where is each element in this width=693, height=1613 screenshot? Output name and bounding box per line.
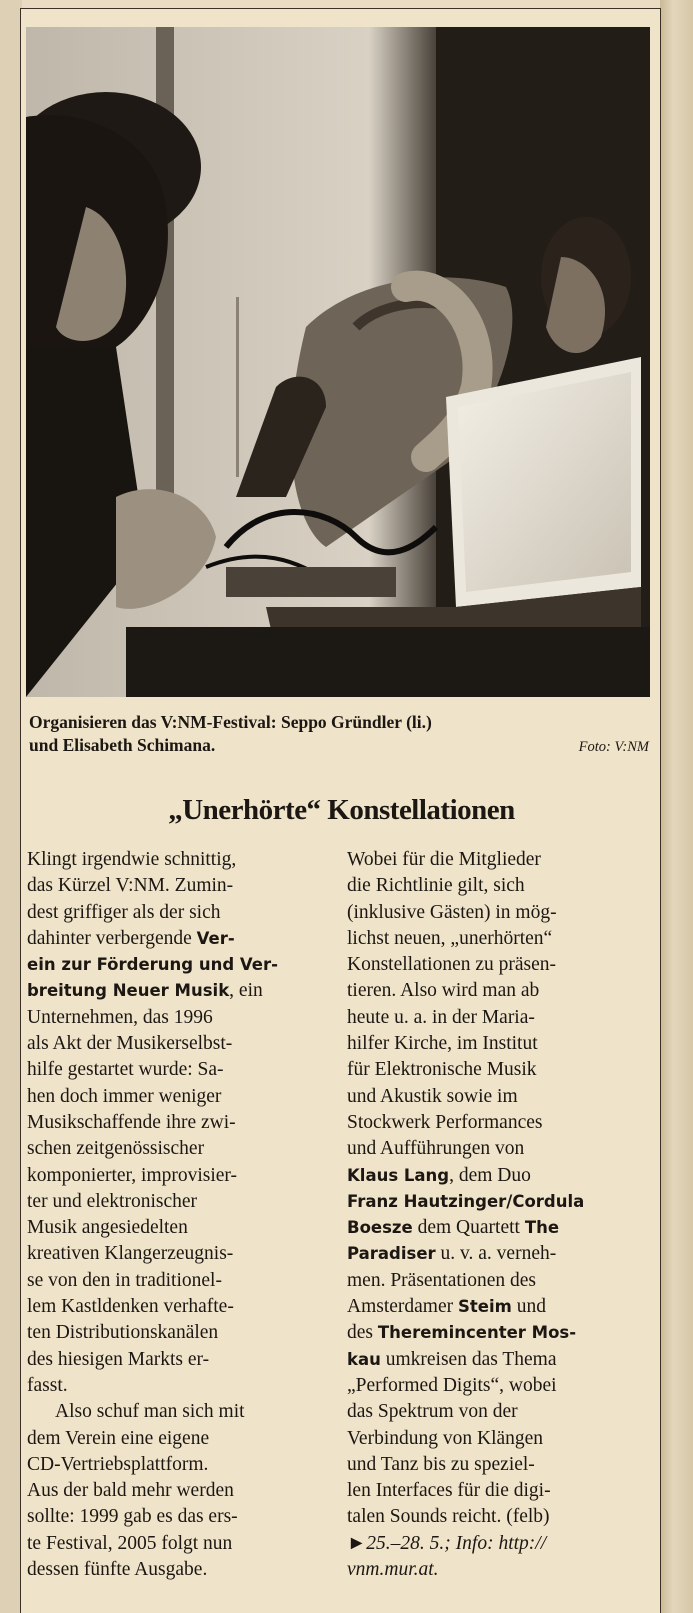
text-line <box>27 1373 327 1399</box>
text-span: ter und elektronischer <box>27 1190 198 1212</box>
text-span: CD-Vertriebsplattform. <box>27 1453 209 1475</box>
text-line <box>27 1294 327 1320</box>
text-line <box>347 873 657 899</box>
caption-line-2: und Elisabeth Schimana. <box>29 735 216 755</box>
text-span: und <box>511 1296 546 1318</box>
text-line <box>347 847 657 873</box>
text-line <box>27 978 327 1004</box>
text-span: Unternehmen, das 1996 <box>27 1006 213 1028</box>
photo-two-musicians-with-laptop-icon <box>26 27 650 697</box>
text-line <box>27 1057 327 1083</box>
text-line <box>347 1031 657 1057</box>
article-column-right <box>347 847 657 1583</box>
text-span: und Aufführungen von <box>347 1138 525 1160</box>
text-span: und Akustik sowie im <box>347 1085 518 1107</box>
article-photo <box>26 27 650 697</box>
bold-name: Theremincenter Mos- <box>377 1323 577 1343</box>
text-line <box>347 1189 657 1215</box>
text-line <box>347 1347 657 1373</box>
text-span: (inklusive Gästen) in mög- <box>347 901 557 923</box>
bold-name: breitung Neuer Musik <box>27 981 230 1001</box>
text-span: dahinter verbergende <box>27 927 197 949</box>
text-span: als Akt der Musikerselbst- <box>27 1033 233 1055</box>
text-span: lem Kastldenken verhafte- <box>27 1296 234 1318</box>
text-line <box>347 926 657 952</box>
text-span: len Interfaces für die digi- <box>347 1480 551 1502</box>
text-line <box>347 1399 657 1425</box>
text-line <box>27 1241 327 1267</box>
text-line <box>27 926 327 952</box>
photo-caption <box>29 711 649 757</box>
photo-credit: Foto: V:NM <box>578 739 649 755</box>
event-info: vnm.mur.at. <box>347 1559 439 1581</box>
bold-name: The <box>524 1218 560 1238</box>
text-span: Musik angesiedelten <box>27 1217 188 1239</box>
text-span: komponierter, improvisier- <box>27 1164 238 1186</box>
text-line <box>347 900 657 926</box>
text-span: des <box>347 1322 378 1344</box>
text-span: hilfer Kirche, im Institut <box>347 1033 538 1055</box>
text-line <box>27 1163 327 1189</box>
text-line <box>347 1557 657 1583</box>
text-line <box>27 1347 327 1373</box>
text-line <box>27 1452 327 1478</box>
text-line <box>27 1426 327 1452</box>
text-span: dessen fünfte Ausgabe. <box>27 1559 208 1581</box>
text-line <box>347 1452 657 1478</box>
text-span: schen zeitgenössischer <box>27 1138 205 1160</box>
event-info: ►25.–28. 5.; Info: http:// <box>347 1532 547 1554</box>
text-line <box>347 1504 657 1530</box>
text-span: und Tanz bis zu speziel- <box>347 1453 535 1475</box>
text-line <box>27 1189 327 1215</box>
text-line <box>27 1557 327 1583</box>
text-line <box>27 1005 327 1031</box>
text-span: „Performed Digits“, wobei <box>347 1374 557 1396</box>
text-line <box>27 1531 327 1557</box>
text-line <box>347 952 657 978</box>
text-line <box>347 1084 657 1110</box>
text-line <box>27 1504 327 1530</box>
text-span: dem Verein eine eigene <box>27 1427 210 1449</box>
bold-name: Franz Hautzinger/Cordula <box>347 1191 585 1211</box>
text-line <box>347 1241 657 1267</box>
text-span: se von den in traditionel- <box>27 1269 222 1291</box>
text-line <box>347 1215 657 1241</box>
text-line <box>347 1136 657 1162</box>
text-span: , ein <box>229 980 263 1002</box>
text-span: des hiesigen Markts er- <box>27 1348 210 1370</box>
text-span: Amsterdamer <box>347 1296 459 1318</box>
text-span: das Spektrum von der <box>347 1401 518 1423</box>
text-line <box>27 1110 327 1136</box>
text-span: Klingt irgendwie schnittig, <box>27 849 237 870</box>
text-span: Aus der bald mehr werden <box>27 1480 234 1502</box>
text-line <box>347 1294 657 1320</box>
bold-name: Ver- <box>196 928 235 948</box>
text-line <box>347 1478 657 1504</box>
caption-line-1: Organisieren das V:NM-Festival: Seppo Gründler (li.) <box>29 712 432 732</box>
text-span: te Festival, 2005 folgt nun <box>27 1532 233 1554</box>
text-span: für Elektronische Musik <box>347 1059 537 1081</box>
page-margin <box>0 0 22 1613</box>
bold-name: Paradiser <box>347 1244 436 1264</box>
text-span: tieren. Also wird man ab <box>347 980 540 1002</box>
text-span: Musikschaffende ihre zwi- <box>27 1111 236 1133</box>
article-column-left <box>27 847 327 1583</box>
bold-name: Steim <box>458 1297 512 1317</box>
text-line <box>27 900 327 926</box>
text-span: die Richtlinie gilt, sich <box>347 875 525 897</box>
text-line <box>27 847 327 873</box>
text-span: hen doch immer weniger <box>27 1085 222 1107</box>
bold-name: kau <box>347 1349 381 1369</box>
text-span: lichst neuen, „unerhörten“ <box>347 927 553 949</box>
text-line <box>347 1057 657 1083</box>
text-span: u. v. a. verneh- <box>435 1243 557 1265</box>
article-headline: „Unerhörte“ Konstellationen <box>168 794 515 826</box>
text-line <box>27 1268 327 1294</box>
text-span: das Kürzel V:NM. Zumin- <box>27 875 234 897</box>
text-span: dem Quartett <box>412 1217 525 1239</box>
text-span: umkreisen das Thema <box>380 1348 557 1370</box>
bold-name: Boesze <box>347 1218 413 1238</box>
text-line <box>27 1136 327 1162</box>
text-line <box>347 1320 657 1346</box>
text-line <box>347 1163 657 1189</box>
text-span: Verbindung von Klängen <box>347 1427 544 1449</box>
text-line <box>27 952 327 978</box>
text-span: hilfe gestartet wurde: Sa- <box>27 1059 224 1081</box>
text-line <box>347 1268 657 1294</box>
text-span: heute u. a. in der Maria- <box>347 1006 535 1028</box>
bold-name: Klaus Lang <box>347 1165 450 1185</box>
text-span: , dem Duo <box>449 1164 531 1186</box>
text-span: Stockwerk Performances <box>347 1111 543 1133</box>
text-line <box>27 1215 327 1241</box>
adjacent-page-strip <box>660 0 693 1613</box>
text-line <box>347 1531 657 1557</box>
text-span: Wobei für die Mitglieder <box>347 849 541 870</box>
text-line <box>27 873 327 899</box>
bold-name: ein zur Förderung und Ver- <box>27 955 278 975</box>
text-span: talen Sounds reicht. (felb) <box>347 1506 550 1528</box>
text-line <box>27 1031 327 1057</box>
text-line <box>347 1373 657 1399</box>
text-span: Also schuf man sich mit <box>55 1401 245 1423</box>
text-line <box>347 978 657 1004</box>
text-span: ten Distributionskanälen <box>27 1322 219 1344</box>
text-span: sollte: 1999 gab es das ers- <box>27 1506 238 1528</box>
text-span: dest griffiger als der sich <box>27 901 221 923</box>
text-span: men. Präsentationen des <box>347 1269 536 1291</box>
text-span: kreativen Klangerzeugnis- <box>27 1243 234 1265</box>
text-line <box>27 1399 327 1425</box>
text-line <box>347 1426 657 1452</box>
text-line <box>347 1005 657 1031</box>
text-span: Konstellationen zu präsen- <box>347 954 557 976</box>
text-line <box>27 1478 327 1504</box>
text-line <box>27 1320 327 1346</box>
text-line <box>347 1110 657 1136</box>
text-span: fasst. <box>27 1374 68 1396</box>
newspaper-clipping <box>20 8 661 1613</box>
text-line <box>27 1084 327 1110</box>
